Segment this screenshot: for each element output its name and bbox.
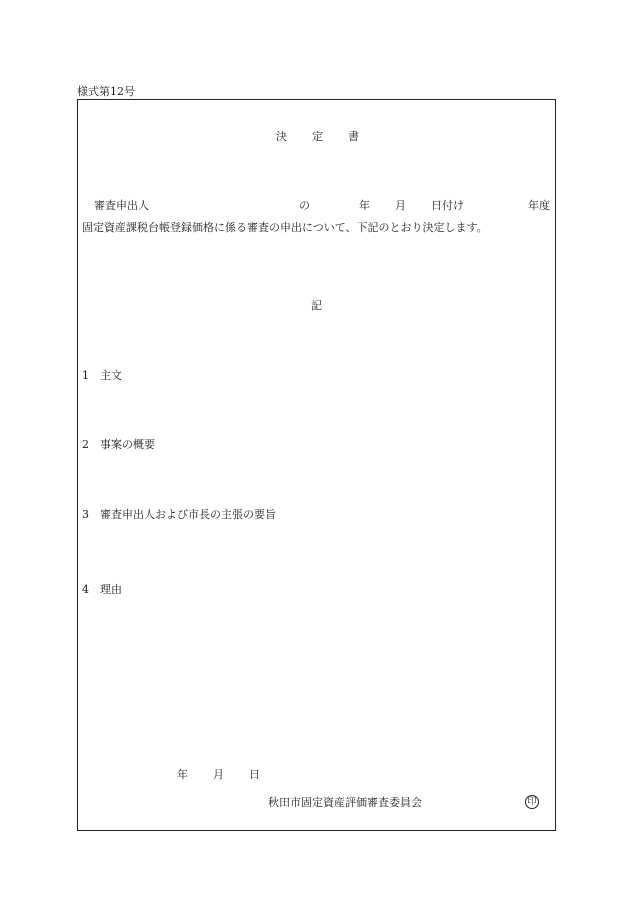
item-2-number: 2 <box>82 438 89 451</box>
title-char-2: 定 <box>312 130 323 143</box>
fiscal-year-label: 年度 <box>528 199 550 212</box>
date-day-label: 日 <box>249 768 260 781</box>
year-label: 年 <box>359 199 370 212</box>
item-4-number: 4 <box>82 583 89 596</box>
item-1-number: 1 <box>82 369 89 382</box>
day-dated-label: 日付け <box>431 199 464 212</box>
seal-icon: 印 <box>525 795 539 809</box>
item-4-label: 理由 <box>100 583 122 596</box>
ki-heading: 記 <box>311 299 322 312</box>
title-char-3: 書 <box>348 130 359 143</box>
month-label: 月 <box>395 199 406 212</box>
applicant-label: 審査申出人 <box>94 199 149 212</box>
item-1-label: 主文 <box>100 369 122 382</box>
date-month-label: 月 <box>213 768 224 781</box>
committee-name: 秋田市固定資産評価審査委員会 <box>268 796 422 809</box>
form-number: 様式第12号 <box>77 85 135 98</box>
statement-text: 固定資産課税台帳登録価格に係る審査の申出について、下記のとおり決定します。 <box>82 221 488 234</box>
no-particle: の <box>299 199 310 212</box>
date-year-label: 年 <box>177 768 188 781</box>
title-char-1: 決 <box>276 130 287 143</box>
item-3-number: 3 <box>82 508 89 521</box>
item-3-label: 審査申出人および市長の主張の要旨 <box>100 508 276 521</box>
item-2-label: 事案の概要 <box>100 438 155 451</box>
